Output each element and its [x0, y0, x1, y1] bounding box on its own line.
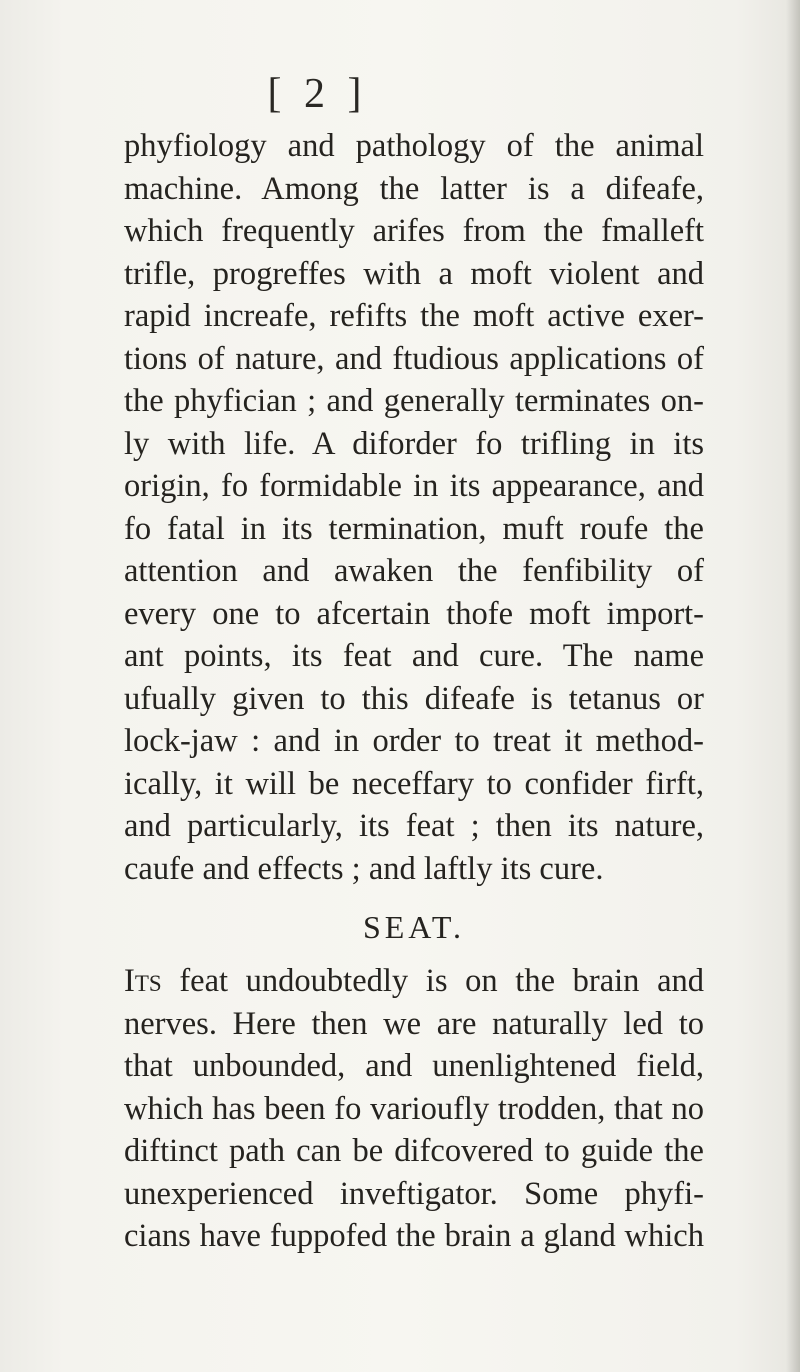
text-line: cians have fuppofed the brain a gland which — [124, 1218, 704, 1254]
text-line: phyfiology and pathology of the animal — [124, 128, 704, 164]
page-body — [124, 125, 704, 1258]
text-line: that unbounded, and unenlightened field, — [124, 1048, 704, 1084]
text-line: ly with life. A diforder fo trifling in its — [124, 425, 704, 462]
text-line — [124, 960, 704, 1003]
page-edge-shadow — [786, 0, 800, 1372]
text-line: ufually given to this difeafe is tetanus or — [124, 680, 704, 717]
text-line: fo fatal in its termination, muft roufe the — [124, 510, 704, 547]
text-line: machine. Among the latter is a difeafe, — [124, 170, 704, 207]
paragraph-intro — [124, 125, 704, 890]
text-line: tions of nature, and ftudious applications of — [124, 340, 704, 377]
text-line: caufe and effects ; and laftly its cure. — [124, 850, 604, 887]
text-line: unexperienced inveftigator. Some phyfi- — [124, 1175, 704, 1212]
text-line: every one to afcertain thofe moft import- — [124, 595, 704, 632]
text-line: ically, it will be neceffary to confider firft, — [124, 765, 704, 802]
text-line: the phyfician ; and generally terminates on- — [124, 383, 704, 419]
text-line: which frequently arifes from the fmalleft — [124, 213, 704, 249]
paragraph-first-word: Its — [124, 963, 162, 999]
text-line: nerves. Here then we are naturally led to — [124, 1005, 704, 1042]
paragraph-seat — [124, 960, 704, 1258]
text-line: rapid increafe, refifts the moft active exer- — [124, 298, 704, 334]
text-line: and particularly, its feat ; then its nature, — [124, 808, 704, 844]
section-heading: SEAT. — [362, 909, 466, 945]
text-line: diftinct path can be difcovered to guide the — [124, 1133, 704, 1169]
text-line: which has been fo varioufly trodden, that no — [124, 1090, 704, 1127]
text-line: attention and awaken the fenfibility of — [124, 553, 704, 589]
page-number: [ 2 ] — [267, 71, 368, 117]
text-line: lock-jaw : and in order to treat it method- — [124, 723, 704, 759]
text-line-rest: feat undoubtedly is on the brain and — [161, 963, 704, 999]
text-line: trifle, progreffes with a moft violent and — [124, 255, 704, 292]
text-line: ant points, its feat and cure. The name — [124, 638, 704, 674]
text-line: origin, fo formidable in its appearance, and — [124, 468, 704, 504]
